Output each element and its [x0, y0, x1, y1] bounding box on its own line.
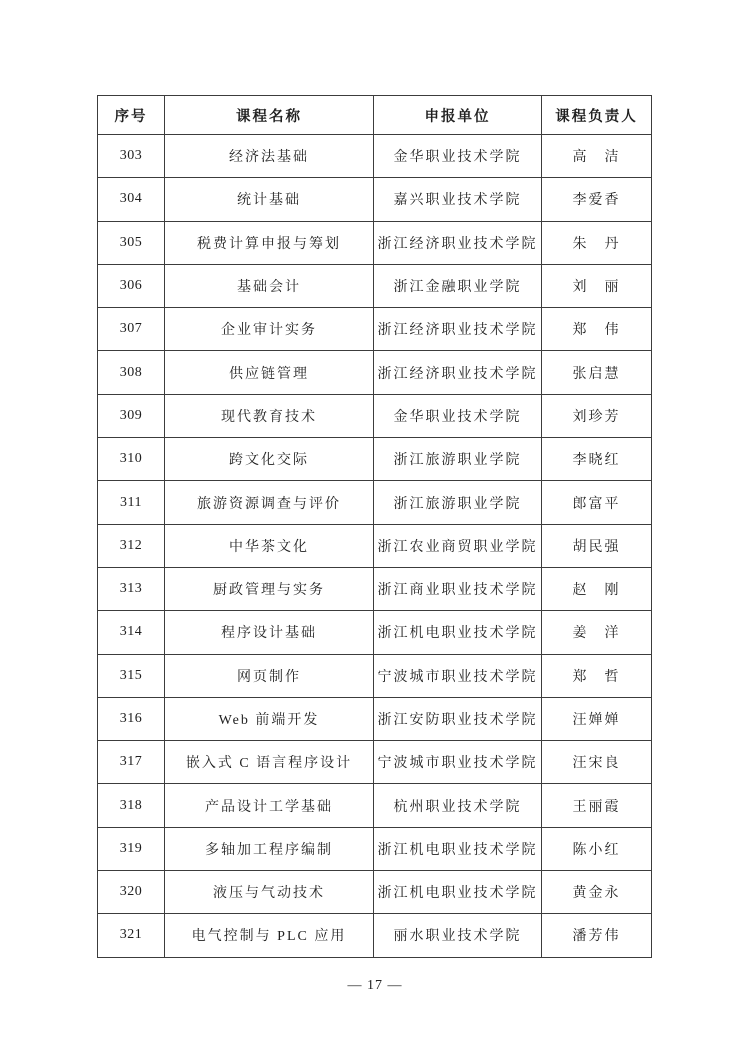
cell-leader: 胡民强: [542, 524, 652, 567]
table-row: [98, 264, 652, 307]
cell-leader: 郑 伟: [542, 308, 652, 351]
cell-leader: 姜 洋: [542, 611, 652, 654]
cell-course: 嵌入式 C 语言程序设计: [165, 741, 374, 784]
cell-seq: 314: [98, 611, 165, 654]
cell-seq: 313: [98, 567, 165, 610]
cell-leader: 王丽霞: [542, 784, 652, 827]
cell-leader: 刘珍芳: [542, 394, 652, 437]
cell-course: Web 前端开发: [165, 697, 374, 740]
table-row: [98, 308, 652, 351]
cell-seq: 315: [98, 654, 165, 697]
cell-leader: 黄金永: [542, 871, 652, 914]
table-row: [98, 524, 652, 567]
cell-course: 基础会计: [165, 264, 374, 307]
table-row: [98, 697, 652, 740]
col-header-course: 课程名称: [165, 96, 374, 135]
col-header-seq: 序号: [98, 96, 165, 135]
cell-leader: 赵 刚: [542, 567, 652, 610]
table-row: [98, 178, 652, 221]
cell-unit: 杭州职业技术学院: [374, 784, 542, 827]
cell-unit: 浙江经济职业技术学院: [374, 351, 542, 394]
table-row: [98, 784, 652, 827]
cell-unit: 浙江商业职业技术学院: [374, 567, 542, 610]
cell-course: 经济法基础: [165, 135, 374, 178]
cell-unit: 浙江经济职业技术学院: [374, 221, 542, 264]
cell-course: 厨政管理与实务: [165, 567, 374, 610]
cell-course: 液压与气动技术: [165, 871, 374, 914]
cell-seq: 303: [98, 135, 165, 178]
table-row: [98, 914, 652, 957]
cell-seq: 307: [98, 308, 165, 351]
cell-seq: 309: [98, 394, 165, 437]
cell-leader: 郑 哲: [542, 654, 652, 697]
cell-course: 产品设计工学基础: [165, 784, 374, 827]
cell-unit: 浙江机电职业技术学院: [374, 827, 542, 870]
table-row: [98, 221, 652, 264]
cell-seq: 317: [98, 741, 165, 784]
cell-seq: 318: [98, 784, 165, 827]
cell-seq: 320: [98, 871, 165, 914]
cell-unit: 金华职业技术学院: [374, 394, 542, 437]
cell-unit: 丽水职业技术学院: [374, 914, 542, 957]
cell-unit: 宁波城市职业技术学院: [374, 654, 542, 697]
cell-unit: 宁波城市职业技术学院: [374, 741, 542, 784]
cell-leader: 高 洁: [542, 135, 652, 178]
cell-leader: 刘 丽: [542, 264, 652, 307]
cell-course: 企业审计实务: [165, 308, 374, 351]
cell-leader: 汪婵婵: [542, 697, 652, 740]
cell-seq: 308: [98, 351, 165, 394]
cell-leader: 李爱香: [542, 178, 652, 221]
cell-unit: 浙江旅游职业学院: [374, 438, 542, 481]
cell-seq: 312: [98, 524, 165, 567]
table-row: [98, 827, 652, 870]
table-row: [98, 438, 652, 481]
cell-course: 电气控制与 PLC 应用: [165, 914, 374, 957]
cell-course: 旅游资源调查与评价: [165, 481, 374, 524]
col-header-leader: 课程负责人: [542, 96, 652, 135]
page-footer: [0, 976, 750, 994]
cell-course: 跨文化交际: [165, 438, 374, 481]
cell-unit: 浙江金融职业学院: [374, 264, 542, 307]
cell-unit: 浙江机电职业技术学院: [374, 611, 542, 654]
cell-leader: 郎富平: [542, 481, 652, 524]
table-header-row: [98, 96, 652, 135]
table-row: [98, 135, 652, 178]
cell-seq: 305: [98, 221, 165, 264]
cell-course: 多轴加工程序编制: [165, 827, 374, 870]
table-row: [98, 871, 652, 914]
cell-course: 税费计算申报与筹划: [165, 221, 374, 264]
cell-course: 统计基础: [165, 178, 374, 221]
cell-unit: 浙江农业商贸职业学院: [374, 524, 542, 567]
table-row: [98, 654, 652, 697]
cell-leader: 潘芳伟: [542, 914, 652, 957]
cell-seq: 321: [98, 914, 165, 957]
cell-unit: 浙江经济职业技术学院: [374, 308, 542, 351]
cell-leader: 张启慧: [542, 351, 652, 394]
cell-seq: 311: [98, 481, 165, 524]
table-row: [98, 567, 652, 610]
cell-unit: 浙江安防职业技术学院: [374, 697, 542, 740]
cell-course: 程序设计基础: [165, 611, 374, 654]
cell-unit: 浙江旅游职业学院: [374, 481, 542, 524]
cell-seq: 304: [98, 178, 165, 221]
cell-unit: 嘉兴职业技术学院: [374, 178, 542, 221]
table-row: [98, 611, 652, 654]
table-row: [98, 394, 652, 437]
table-row: [98, 351, 652, 394]
col-header-unit: 申报单位: [374, 96, 542, 135]
cell-leader: 李晓红: [542, 438, 652, 481]
cell-unit: 浙江机电职业技术学院: [374, 871, 542, 914]
cell-unit: 金华职业技术学院: [374, 135, 542, 178]
table-row: [98, 741, 652, 784]
cell-leader: 汪宋良: [542, 741, 652, 784]
cell-course: 现代教育技术: [165, 394, 374, 437]
table-row: [98, 481, 652, 524]
table-body: [98, 135, 652, 958]
cell-course: 网页制作: [165, 654, 374, 697]
cell-leader: 朱 丹: [542, 221, 652, 264]
cell-leader: 陈小红: [542, 827, 652, 870]
cell-seq: 316: [98, 697, 165, 740]
cell-course: 中华茶文化: [165, 524, 374, 567]
cell-seq: 319: [98, 827, 165, 870]
page-number: — 17 —: [347, 978, 403, 993]
cell-course: 供应链管理: [165, 351, 374, 394]
course-table: [97, 95, 652, 958]
cell-seq: 310: [98, 438, 165, 481]
cell-seq: 306: [98, 264, 165, 307]
